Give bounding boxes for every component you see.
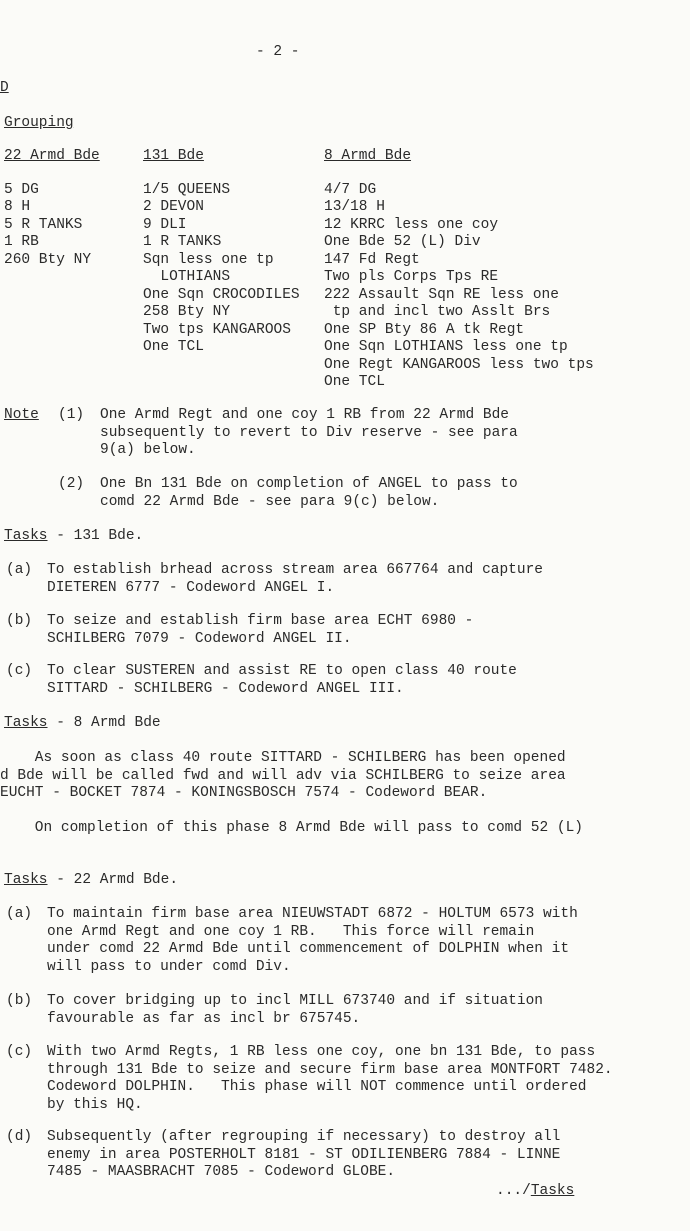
task-line: To cover bridging up to incl MILL 673740 and if situation <box>47 993 543 1009</box>
tasks-131-heading <box>4 528 143 546</box>
unit-line: One Regt KANGAROOS less two tps <box>324 356 594 373</box>
unit-line: One Sqn LOTHIANS less one tp <box>324 339 568 355</box>
task-line: To establish brhead across stream area 667764 and capture <box>47 562 543 578</box>
unit-line: 4/7 DG <box>324 181 377 198</box>
note-label: Note <box>4 407 39 423</box>
unit-line: Two tps KANGAROOS <box>143 321 291 338</box>
task-letter: (d) <box>6 1129 33 1145</box>
task-line: 7485 - MAASBRACHT 7085 - Codeword GLOBE. <box>47 1164 396 1180</box>
task-line: favourable as far as incl br 675745. <box>47 1010 361 1027</box>
unit-line: 5 DG <box>4 181 39 198</box>
unit-line: 1/5 QUEENS <box>143 181 231 198</box>
unit-line: One Sqn CROCODILES <box>143 286 300 303</box>
grouping-col-131 <box>143 148 300 357</box>
note-line: One Armd Regt and one coy 1 RB from 22 Armd Bde <box>100 407 509 423</box>
unit-line: One Bde 52 (L) Div <box>324 234 481 250</box>
task-line: DIETEREN 6777 - Codeword ANGEL I. <box>47 579 335 596</box>
para-line: As soon as class 40 route SITTARD - SCHILBERG has been opened <box>0 750 566 766</box>
unit-line: Sqn less one tp <box>143 251 274 268</box>
task-line: one Armd Regt and one coy 1 RB. This force will remain <box>47 923 535 940</box>
note-line: comd 22 Armd Bde - see para 9(c) below. <box>100 493 440 510</box>
unit-line: Two pls Corps Tps RE <box>324 269 499 285</box>
unit-line: 2 DEVON <box>143 199 204 215</box>
tasks-rest: - 131 Bde. <box>47 528 144 544</box>
catchword-prefix: .../ <box>496 1183 531 1199</box>
tasks-label: Tasks <box>4 715 48 731</box>
col-title: 22 Armd Bde <box>4 148 100 164</box>
unit-line: One TCL <box>324 374 385 390</box>
task-letter: (a) <box>6 906 33 922</box>
task-item <box>47 562 543 597</box>
grouping-col-22-armd <box>4 148 100 269</box>
note-num: (2) <box>58 476 85 492</box>
unit-line: 147 Fd Regt <box>324 251 420 268</box>
tasks-22-heading <box>4 872 178 890</box>
page-number: - 2 - <box>256 44 300 60</box>
task-item <box>47 613 473 648</box>
unit-line: 8 H <box>4 199 31 215</box>
unit-line: One TCL <box>143 339 204 355</box>
note-line: 9(a) below. <box>100 442 196 458</box>
col-title: 8 Armd Bde <box>324 148 412 164</box>
note-item <box>100 476 518 511</box>
unit-line: 13/18 H <box>324 199 385 215</box>
task-line: enemy in area POSTERHOLT 8181 - ST ODILIENBERG 7884 - LINNE <box>47 1146 561 1163</box>
task-line: Subsequently (after regrouping if necessary) to destroy all <box>47 1129 561 1145</box>
tasks-rest: - 8 Armd Bde <box>47 715 161 731</box>
task-line: through 131 Bde to seize and secure firm base area MONTFORT 7482. <box>47 1061 613 1078</box>
tasks-rest: - 22 Armd Bde. <box>47 872 179 888</box>
unit-line: 258 Bty NY <box>143 304 231 320</box>
tasks-8-para2: On completion of this phase 8 Armd Bde will pass to comd 52 (L) <box>0 820 583 836</box>
task-line: by this HQ. <box>47 1096 143 1113</box>
note-item <box>100 407 518 460</box>
task-item <box>47 906 578 976</box>
task-letter: (c) <box>6 1044 33 1060</box>
task-line: under comd 22 Armd Bde until commencement of DOLPHIN when it <box>47 941 570 957</box>
task-letter: (b) <box>6 613 33 629</box>
task-letter: (a) <box>6 562 33 578</box>
task-item <box>47 1044 613 1114</box>
task-line: To clear SUSTEREN and assist RE to open class 40 route <box>47 663 517 679</box>
task-letter: (b) <box>6 993 33 1009</box>
task-line: SITTARD - SCHILBERG - Codeword ANGEL III. <box>47 680 404 697</box>
unit-line: 260 Bty NY <box>4 251 92 268</box>
unit-line: 1 R TANKS <box>143 234 222 250</box>
tasks-label: Tasks <box>4 528 48 544</box>
task-line: To maintain firm base area NIEUWSTADT 6872 - HOLTUM 6573 with <box>47 906 578 922</box>
para-line: d Bde will be called fwd and will adv via SCHILBERG to seize area <box>0 767 566 784</box>
grouping-heading: Grouping <box>4 115 74 131</box>
note-line: subsequently to revert to Div reserve - see para <box>100 424 518 441</box>
col-title: 131 Bde <box>143 148 204 164</box>
note-num: (1) <box>58 407 85 423</box>
task-line: With two Armd Regts, 1 RB less one coy, one bn 131 Bde, to pass <box>47 1044 596 1060</box>
task-letter: (c) <box>6 663 33 679</box>
unit-line: 1 RB <box>4 234 39 250</box>
unit-line: One SP Bty 86 A tk Regt <box>324 321 525 338</box>
unit-line: tp and incl two Asslt Brs <box>324 304 551 320</box>
unit-line: LOTHIANS <box>143 269 231 285</box>
grouping-col-8-armd <box>324 148 594 392</box>
catchword <box>496 1183 574 1201</box>
para-line: EUCHT - BOCKET 7874 - KONINGSBOSCH 7574 - Codeword BEAR. <box>0 785 488 801</box>
cut-heading: D <box>0 80 9 96</box>
unit-line: 222 Assault Sqn RE less one <box>324 286 559 303</box>
unit-line: 12 KRRC less one coy <box>324 216 499 233</box>
task-item <box>47 663 517 698</box>
unit-line: 9 DLI <box>143 216 187 233</box>
note-line: One Bn 131 Bde on completion of ANGEL to pass to <box>100 476 518 492</box>
task-item <box>47 1129 560 1182</box>
task-line: will pass to under comd Div. <box>47 958 291 975</box>
catchword-text: Tasks <box>530 1183 575 1199</box>
task-line: Codeword DOLPHIN. This phase will NOT commence until ordered <box>47 1079 587 1095</box>
unit-line: 5 R TANKS <box>4 216 83 233</box>
tasks-label: Tasks <box>4 872 48 888</box>
task-line: To seize and establish firm base area ECHT 6980 - <box>47 613 474 629</box>
task-line: SCHILBERG 7079 - Codeword ANGEL II. <box>47 630 352 647</box>
task-item <box>47 993 543 1028</box>
tasks-8-para <box>0 750 566 803</box>
tasks-8-heading <box>4 715 161 733</box>
